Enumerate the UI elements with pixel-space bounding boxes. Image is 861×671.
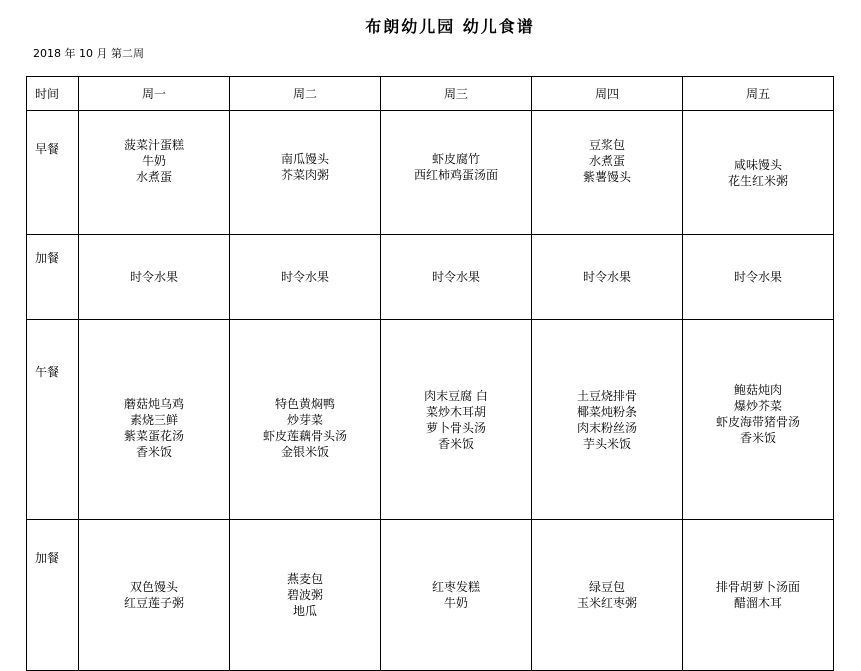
dish-item: 时令水果 [280, 270, 329, 284]
menu-cell [230, 520, 381, 671]
dish-item: 素烧三鲜 [129, 412, 178, 427]
dish-item: 燕麦包 [286, 572, 323, 586]
menu-cell [79, 235, 230, 320]
menu-table [26, 76, 834, 671]
dish-item: 水煮蛋 [588, 153, 625, 168]
meal-label: 午餐 [27, 320, 79, 520]
dish-item: 水煮蛋 [135, 169, 172, 184]
dish-item: 芥菜肉粥 [280, 167, 329, 182]
header-day-thu: 周四 [532, 77, 683, 111]
dish-item: 香米饭 [739, 430, 776, 445]
dish-item: 炒芽菜 [286, 412, 323, 427]
dish-item: 绿豆包 [588, 580, 625, 594]
menu-cell [381, 320, 532, 520]
dish-item: 特色黄焖鸭 [274, 396, 335, 411]
dish-item: 菠菜汁蛋糕 [123, 137, 184, 152]
meal-label: 加餐 [27, 235, 79, 320]
header-time: 时间 [27, 77, 79, 111]
menu-cell [230, 235, 381, 320]
dish-item: 鲍菇炖肉 [733, 382, 782, 397]
meal-label: 加餐 [27, 520, 79, 671]
menu-cell [79, 328, 230, 528]
meal-row-breakfast [27, 111, 834, 235]
dish-item: 豆浆包 [588, 137, 625, 152]
dish-item: 醋溜木耳 [733, 596, 782, 610]
menu-cell [381, 105, 532, 229]
dish-item: 爆炒芥菜 [733, 398, 782, 413]
dish-item: 金银米饭 [280, 444, 329, 459]
dish-item: 紫菜蛋花汤 [123, 428, 184, 443]
dish-item: 红枣发糕 [431, 580, 480, 594]
dish-item: 时令水果 [733, 270, 782, 284]
menu-cell [683, 314, 834, 514]
menu-cell [532, 320, 683, 520]
menu-cell [532, 99, 683, 223]
dish-item: 虾皮海带猪骨汤 [715, 414, 800, 429]
menu-cell [532, 520, 683, 671]
week-subtitle: 2018 年 10 月 第二周 [33, 47, 144, 60]
dish-item: 牛奶 [443, 596, 468, 610]
meal-row-lunch [27, 320, 834, 520]
dish-item: 菜炒木耳胡 [425, 404, 486, 419]
dish-item: 南瓜馒头 [280, 151, 329, 166]
header-day-fri: 周五 [683, 77, 834, 111]
menu-cell [230, 105, 381, 229]
meal-row-afternoon-snack [27, 520, 834, 671]
header-day-mon: 周一 [79, 77, 230, 111]
dish-item: 咸味馒头 [733, 157, 782, 172]
dish-item: 肉末粉丝汤 [576, 420, 637, 435]
dish-item: 椰菜炖粉条 [576, 404, 637, 419]
dish-item: 地瓜 [292, 604, 317, 618]
dish-item: 蘑菇炖乌鸡 [123, 396, 184, 411]
meal-label: 早餐 [27, 111, 79, 235]
dish-item: 紫薯馒头 [582, 169, 631, 184]
menu-cell [381, 235, 532, 320]
dish-item: 时令水果 [431, 270, 480, 284]
dish-item: 花生红米粥 [727, 173, 788, 188]
dish-item: 时令水果 [582, 270, 631, 284]
dish-item: 芋头米饭 [582, 436, 631, 451]
menu-cell [683, 111, 834, 235]
dish-item: 萝卜骨头汤 [425, 420, 486, 435]
menu-cell [230, 328, 381, 528]
menu-cell [532, 235, 683, 320]
dish-item: 香米饭 [437, 436, 474, 451]
page-title: 布朗幼儿园 幼儿食谱 [365, 17, 535, 36]
dish-item: 香米饭 [135, 444, 172, 459]
header-day-wed: 周三 [381, 77, 532, 111]
meal-row-morning-snack [27, 235, 834, 320]
dish-item: 土豆烧排骨 [576, 388, 637, 403]
dish-item: 西红柿鸡蛋汤面 [413, 167, 498, 182]
menu-cell [79, 99, 230, 223]
menu-cell [683, 520, 834, 671]
header-day-tue: 周二 [230, 77, 381, 111]
dish-item: 时令水果 [129, 270, 178, 284]
dish-item: 肉末豆腐 白 [424, 388, 488, 403]
dish-item: 牛奶 [141, 153, 166, 168]
dish-item: 排骨胡萝卜汤面 [715, 580, 800, 594]
menu-cell [79, 520, 230, 671]
dish-item: 虾皮莲藕骨头汤 [262, 428, 347, 443]
dish-item: 玉米红枣粥 [576, 596, 637, 610]
menu-cell [381, 520, 532, 671]
dish-item: 红豆莲子粥 [123, 596, 184, 610]
menu-cell [683, 235, 834, 320]
dish-item: 碧波粥 [286, 588, 323, 602]
dish-item: 双色馒头 [129, 580, 178, 594]
dish-item: 虾皮腐竹 [431, 151, 480, 166]
